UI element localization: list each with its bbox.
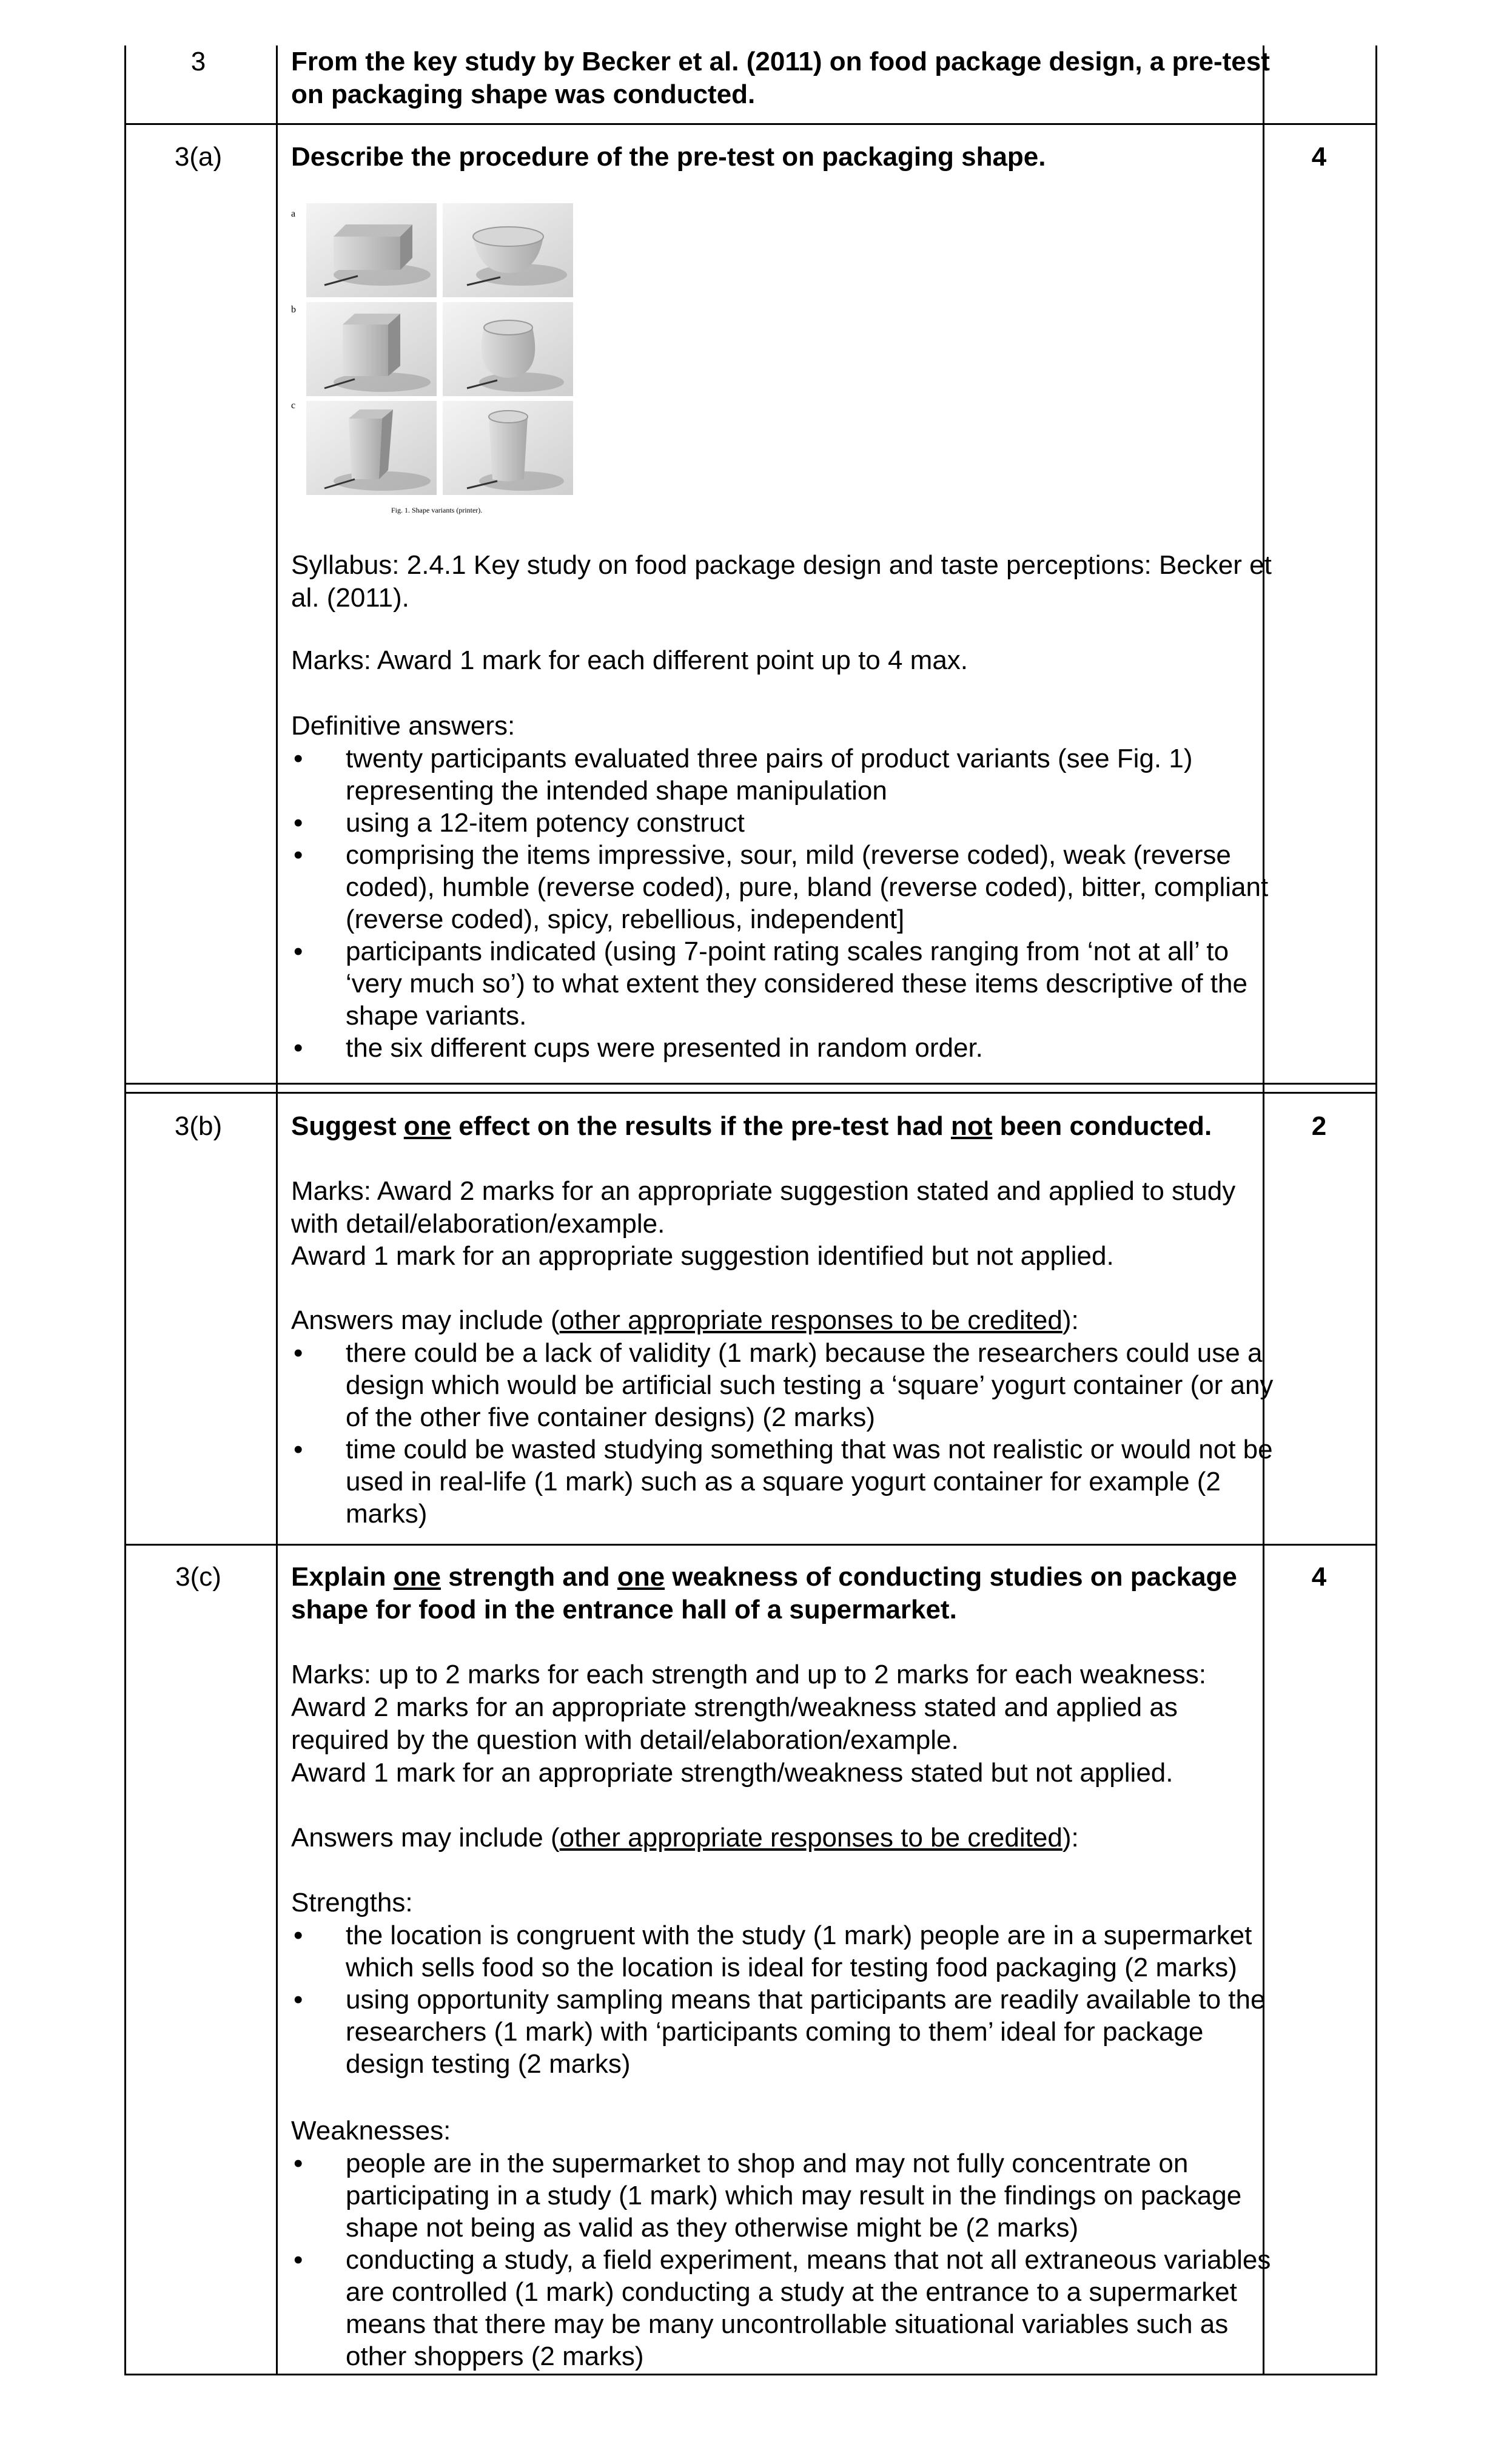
figure-row-label: b — [291, 305, 296, 315]
list-item: • time could be wasted studying something that was not realistic or would not be used in real-life (1 mark) such as a square yogurt container for example (2 marks) — [291, 1433, 1274, 1530]
answers-heading: Definitive answers: — [291, 711, 515, 741]
table-border-right — [1375, 45, 1377, 2375]
table-border-bottom — [124, 2374, 1377, 2375]
question-number: 3(b) — [174, 1111, 223, 1141]
strengths-list — [291, 1919, 1274, 2080]
answers-list — [291, 742, 1274, 1064]
marks-guidance: Marks: up to 2 marks for each strength and up to 2 marks for each weakness: Award 2 marks for an appropriate strength/weakness stated and applied as required by the question with detail/elaboration/example. — [291, 1660, 1206, 1755]
marks-value: 4 — [1311, 1562, 1327, 1592]
marks-guidance: Award 1 mark for an appropriate strength/weakness stated but not applied. — [291, 1758, 1173, 1788]
answers-heading: Answers may include (other appropriate responses to be credited): — [291, 1823, 1079, 1853]
question-number: 3(a) — [174, 142, 223, 172]
row-divider — [124, 1092, 1377, 1094]
answers-list — [291, 1337, 1274, 1530]
marks-value: 2 — [1311, 1111, 1327, 1141]
marks-guidance: Marks: Award 2 marks for an appropriate suggestion stated and applied to study with detail/elaboration/example. — [291, 1176, 1236, 1239]
row-divider — [124, 1083, 1377, 1085]
list-item: • people are in the supermarket to shop and may not fully concentrate on participating in a study (1 mark) which may result in the findings on package shape not being as valid as they otherwise might be (2 marks) — [291, 2147, 1274, 2244]
list-item: • the six different cups were presented in random order. — [291, 1032, 1274, 1064]
list-item: • using opportunity sampling means that participants are readily available to the researchers (1 mark) with ‘participants coming to them’ ideal for package design testing (2 marks) — [291, 1984, 1274, 2080]
strengths-heading: Strengths: — [291, 1888, 413, 1917]
list-item: • using a 12-item potency construct — [291, 807, 1274, 839]
row-divider — [124, 123, 1377, 125]
weaknesses-heading: Weaknesses: — [291, 2116, 451, 2146]
question-text: Explain one strength and one weakness of conducting studies on package shape for food in the entrance hall of a supermarket. — [291, 1562, 1237, 1624]
answers-heading: Answers may include (other appropriate responses to be credited): — [291, 1305, 1079, 1335]
weaknesses-list — [291, 2147, 1274, 2372]
question-number: 3(c) — [175, 1562, 221, 1592]
syllabus-reference: Syllabus: 2.4.1 Key study on food package design and taste perceptions: Becker et al. (2011). — [291, 550, 1272, 613]
question-text: Suggest one effect on the results if the pre-test had not been conducted. — [291, 1111, 1212, 1141]
list-item: • comprising the items impressive, sour, mild (reverse coded), weak (reverse coded), humble (reverse coded), pure, bland (reverse coded), bitter, compliant (reverse coded), spicy, rebellious, independent] — [291, 839, 1274, 935]
list-item: • the location is congruent with the study (1 mark) people are in a supermarket which sells food so the location is ideal for testing food packaging (2 marks) — [291, 1919, 1274, 1984]
list-item: • conducting a study, a field experiment, means that not all extraneous variables are controlled (1 mark) conducting a study at the entrance to a supermarket means that there may be many uncontrollable situational variables such as other shoppers (2 marks) — [291, 2244, 1274, 2372]
table-border-left — [124, 45, 126, 2375]
list-item: • there could be a lack of validity (1 mark) because the researchers could use a design which would be artificial such testing a ‘square’ yogurt container (or any of the other five container designs) (2 marks) — [291, 1337, 1274, 1433]
figure-row-label: c — [291, 400, 296, 411]
marks-guidance: Marks: Award 1 mark for each different point up to 4 max. — [291, 645, 969, 675]
list-item: • participants indicated (using 7-point rating scales ranging from ‘not at all’ to ‘very much so’) to what extent they considered these items descriptive of the shape variants. — [291, 935, 1274, 1032]
question-number: 3 — [190, 47, 206, 76]
table-divider-question — [276, 45, 278, 2375]
figure-caption: Fig. 1. Shape variants (printer). — [391, 506, 483, 514]
marks-value: 4 — [1311, 142, 1327, 172]
question-text: Describe the procedure of the pre-test on packaging shape. — [291, 142, 1046, 172]
shape-variants-figure — [291, 203, 576, 519]
list-item: • twenty participants evaluated three pairs of product variants (see Fig. 1) representing the intended shape manipulation — [291, 742, 1274, 807]
figure-row-label: a — [291, 209, 296, 219]
marks-guidance: Award 1 mark for an appropriate suggestion identified but not applied. — [291, 1241, 1114, 1271]
question-text: From the key study by Becker et al. (2011) on food package design, a pre-test on packaging shape was conducted. — [291, 47, 1270, 109]
row-divider — [124, 1544, 1377, 1546]
